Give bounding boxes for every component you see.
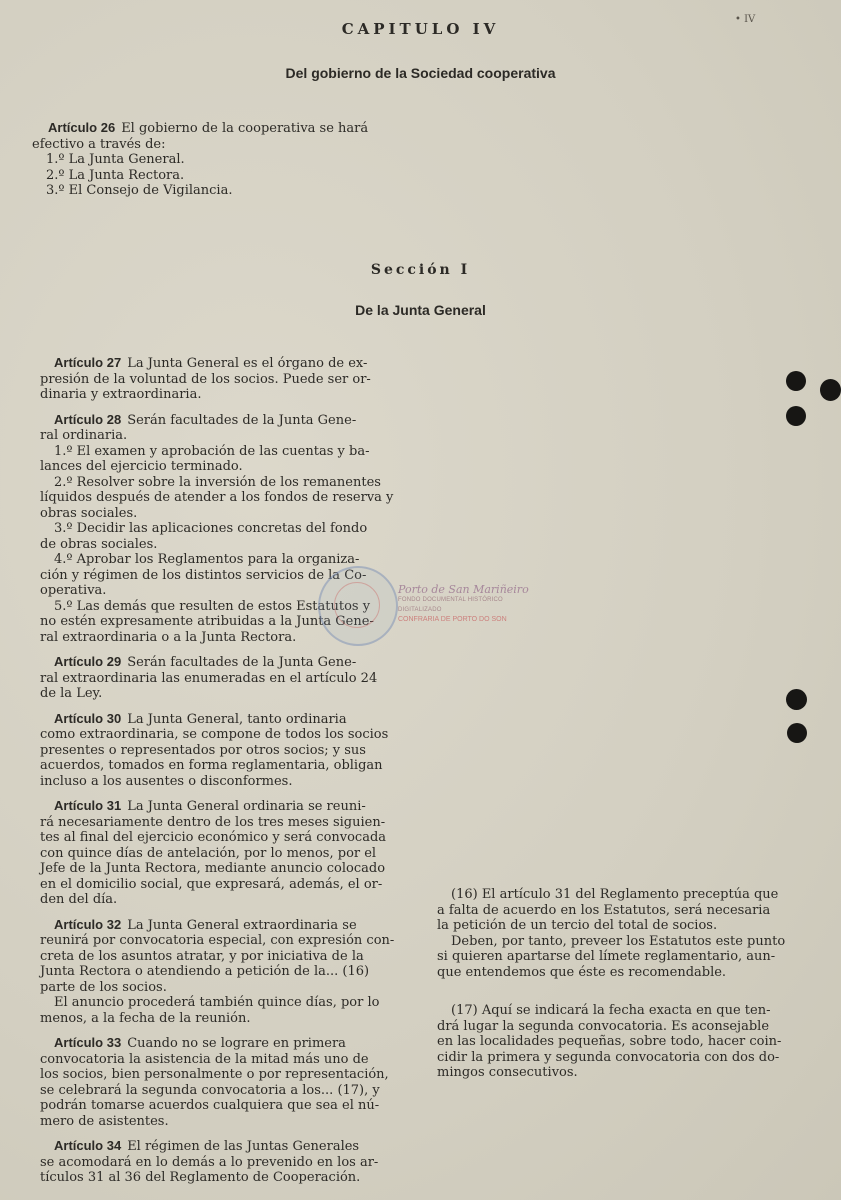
article-label: Artículo 34 (54, 1138, 122, 1153)
article-line: ral ordinaria. (40, 428, 128, 443)
article-label: Artículo 32 (54, 916, 122, 932)
article-text: Serán facultades de la Junta Gene- (127, 655, 357, 670)
article-text: La Junta General, tanto ordinaria (127, 711, 347, 727)
article-text: efectivo a través de: (32, 136, 166, 152)
article-line: operativa. (40, 583, 107, 598)
article-text: La Junta General ordinaria se reuni- (127, 799, 366, 814)
article-line: se celebrará la segunda convocatoria a los... (17), y (40, 1082, 380, 1098)
binder-hole (786, 406, 806, 426)
article-line: convocatoria la asistencia de la mitad más uno de (40, 1051, 369, 1067)
article-line: Junta Rectora o atendiendo a petición de la... (16) (40, 964, 370, 979)
article-line: no estén expresamente atribuidas a la Junta Gene- (40, 614, 374, 629)
article-paragraph (40, 798, 405, 908)
footnote-line: cidir la primera y segunda convocatoria con dos do- (437, 1049, 780, 1065)
footnote-line: mingos consecutivos. (437, 1065, 578, 1080)
article-label: Artículo 31 (54, 798, 122, 813)
article-line: lances del ejercicio terminado. (40, 459, 243, 474)
article-line: ción y régimen de los distintos servicios de la Co- (40, 567, 367, 583)
article-paragraph (40, 654, 405, 702)
article-line (40, 1138, 405, 1155)
article-label: Artículo 26 (48, 120, 116, 135)
article-line (40, 798, 405, 815)
article-line: El anuncio procederá también quince días, por lo (54, 995, 380, 1010)
list-item: 2.º La Junta Rectora. (46, 167, 185, 183)
footnote-line: en las localidades pequeñas, sobre todo, hacer coin- (437, 1034, 782, 1049)
binder-hole (786, 371, 806, 391)
article-line: rá necesariamente dentro de los tres meses siguien- (40, 814, 386, 830)
article-text: La Junta General extraordinaria se (127, 917, 357, 933)
article-line (40, 1035, 405, 1052)
article-line: presión de la voluntad de los socios. Puede ser or- (40, 371, 371, 387)
footnote-line: si quieren apartarse del límete reglamentario, aun- (437, 949, 776, 964)
article-paragraph (40, 917, 405, 1027)
article-line: 5.º Las demás que resulten de estos Estatutos y (54, 598, 371, 614)
article-line: como extraordinaria, se compone de todos los socios (40, 727, 389, 742)
footnote-line: a falta de acuerdo en los Estatutos, será necesaria (437, 902, 771, 918)
article-line: 1.º El examen y aprobación de las cuentas y ba- (54, 443, 370, 459)
article-text: El gobierno de la cooperativa se hará (121, 121, 369, 136)
watermark-name: Porto de San Mariñeiro (398, 583, 529, 596)
list-item: 3.º El Consejo de Vigilancia. (46, 183, 233, 198)
article-paragraph (40, 1138, 405, 1186)
article-paragraph (40, 355, 405, 403)
article-line: den del día. (40, 892, 118, 907)
article-paragraph (40, 1035, 405, 1129)
watermark-line1: FONDO DOCUMENTAL HISTÓRICO DIGITALIZADO (398, 597, 503, 613)
article-line: presentes o representados por otros socios; y sus (40, 742, 366, 758)
article-line: tículos 31 al 36 del Reglamento de Cooperación. (40, 1170, 361, 1185)
section-subtitle: De la Junta General (355, 302, 486, 318)
article-line (40, 654, 405, 671)
article-line: los socios, bien personalmente o por representación, (40, 1067, 389, 1082)
archive-watermark (398, 585, 538, 625)
article-26 (32, 120, 412, 199)
binder-hole (787, 723, 807, 743)
article-line: ral extraordinaria o a la Junta Rectora. (40, 629, 297, 645)
footnote-line: Deben, por tanto, preveer los Estatutos este punto (451, 933, 786, 949)
chapter-subtitle: Del gobierno de la Sociedad cooperativa (285, 65, 556, 81)
article-line: se acomodará en lo demás a lo prevenido en los ar- (40, 1154, 379, 1170)
article-line: líquidos después de atender a los fondos de reserva y (40, 490, 394, 505)
article-line: 4.º Aprobar los Reglamentos para la organiza- (54, 552, 360, 567)
article-line (40, 711, 405, 728)
article-line (40, 355, 405, 372)
article-line: ral extraordinaria las enumeradas en el artículo 24 (40, 670, 378, 686)
article-label: Artículo 27 (54, 355, 122, 370)
footnote-line: (17) Aquí se indicará la fecha exacta en que ten- (451, 1003, 771, 1018)
article-line: Jefe de la Junta Rectora, mediante anuncio colocado (40, 861, 386, 876)
chapter-title: CAPITULO IV (341, 20, 500, 38)
article-line (40, 412, 405, 429)
footnote-line: (16) El artículo 31 del Reglamento preceptúa que (451, 887, 779, 902)
article-line: de obras sociales. (40, 536, 158, 552)
article-line: tes al final del ejercicio económico y será convocada (40, 830, 387, 845)
article-label: Artículo 33 (54, 1035, 122, 1050)
footnote-line: la petición de un tercio del total de socios. (437, 918, 718, 933)
footnote-16 (437, 887, 797, 980)
section-title: Sección I (370, 262, 471, 278)
article-line: acuerdos, tomados en forma reglamentaria, obligan (40, 758, 383, 773)
article-line (40, 917, 405, 934)
article-line: menos, a la fecha de la reunión. (40, 1010, 251, 1026)
articles-column (40, 355, 405, 1195)
footnote-line: que entendemos que éste es recomendable. (437, 964, 727, 980)
article-paragraph (40, 711, 405, 790)
archive-stamp (318, 566, 398, 646)
list-item: 1.º La Junta General. (46, 152, 185, 167)
article-text: Cuando no se lograre en primera (127, 1036, 346, 1051)
article-line: podrán tomarse acuerdos cualquiera que sea el nú- (40, 1098, 380, 1113)
article-line: en el domicilio social, que expresará, además, el or- (40, 876, 383, 892)
binder-hole (820, 379, 841, 401)
article-line: creta de los asuntos atratar, y por iniciativa de la (40, 948, 364, 964)
article-line: parte de los socios. (40, 979, 167, 995)
article-line: 2.º Resolver sobre la inversión de los remanentes (54, 474, 381, 490)
article-label: Artículo 30 (54, 710, 122, 726)
watermark-line2: CONFRARIA DE PORTO DO SON (398, 616, 507, 623)
article-label: Artículo 29 (54, 654, 122, 669)
article-line: obras sociales. (40, 505, 138, 521)
article-line: de la Ley. (40, 686, 103, 701)
stamp-ring (334, 582, 380, 628)
footnote-17 (437, 1003, 797, 1081)
article-line: dinaria y extraordinaria. (40, 387, 202, 402)
article-text: La Junta General es el órgano de ex- (127, 356, 368, 371)
article-line: mero de asistentes. (40, 1113, 169, 1129)
article-text: El régimen de las Juntas Generales (127, 1139, 360, 1154)
article-label: Artículo 28 (54, 411, 122, 427)
binder-hole (786, 689, 807, 710)
article-line: con quince días de antelación, por lo menos, por el (40, 845, 377, 861)
corner-mark: • IV (735, 14, 756, 25)
article-line: 3.º Decidir las aplicaciones concretas del fondo (54, 521, 368, 536)
footnote-line: drá lugar la segunda convocatoria. Es aconsejable (437, 1018, 770, 1034)
article-line: incluso a los ausentes o disconformes. (40, 773, 293, 789)
article-text: Serán facultades de la Junta Gene- (127, 412, 357, 428)
article-line: reunirá por convocatoria especial, con expresión con- (40, 933, 395, 948)
